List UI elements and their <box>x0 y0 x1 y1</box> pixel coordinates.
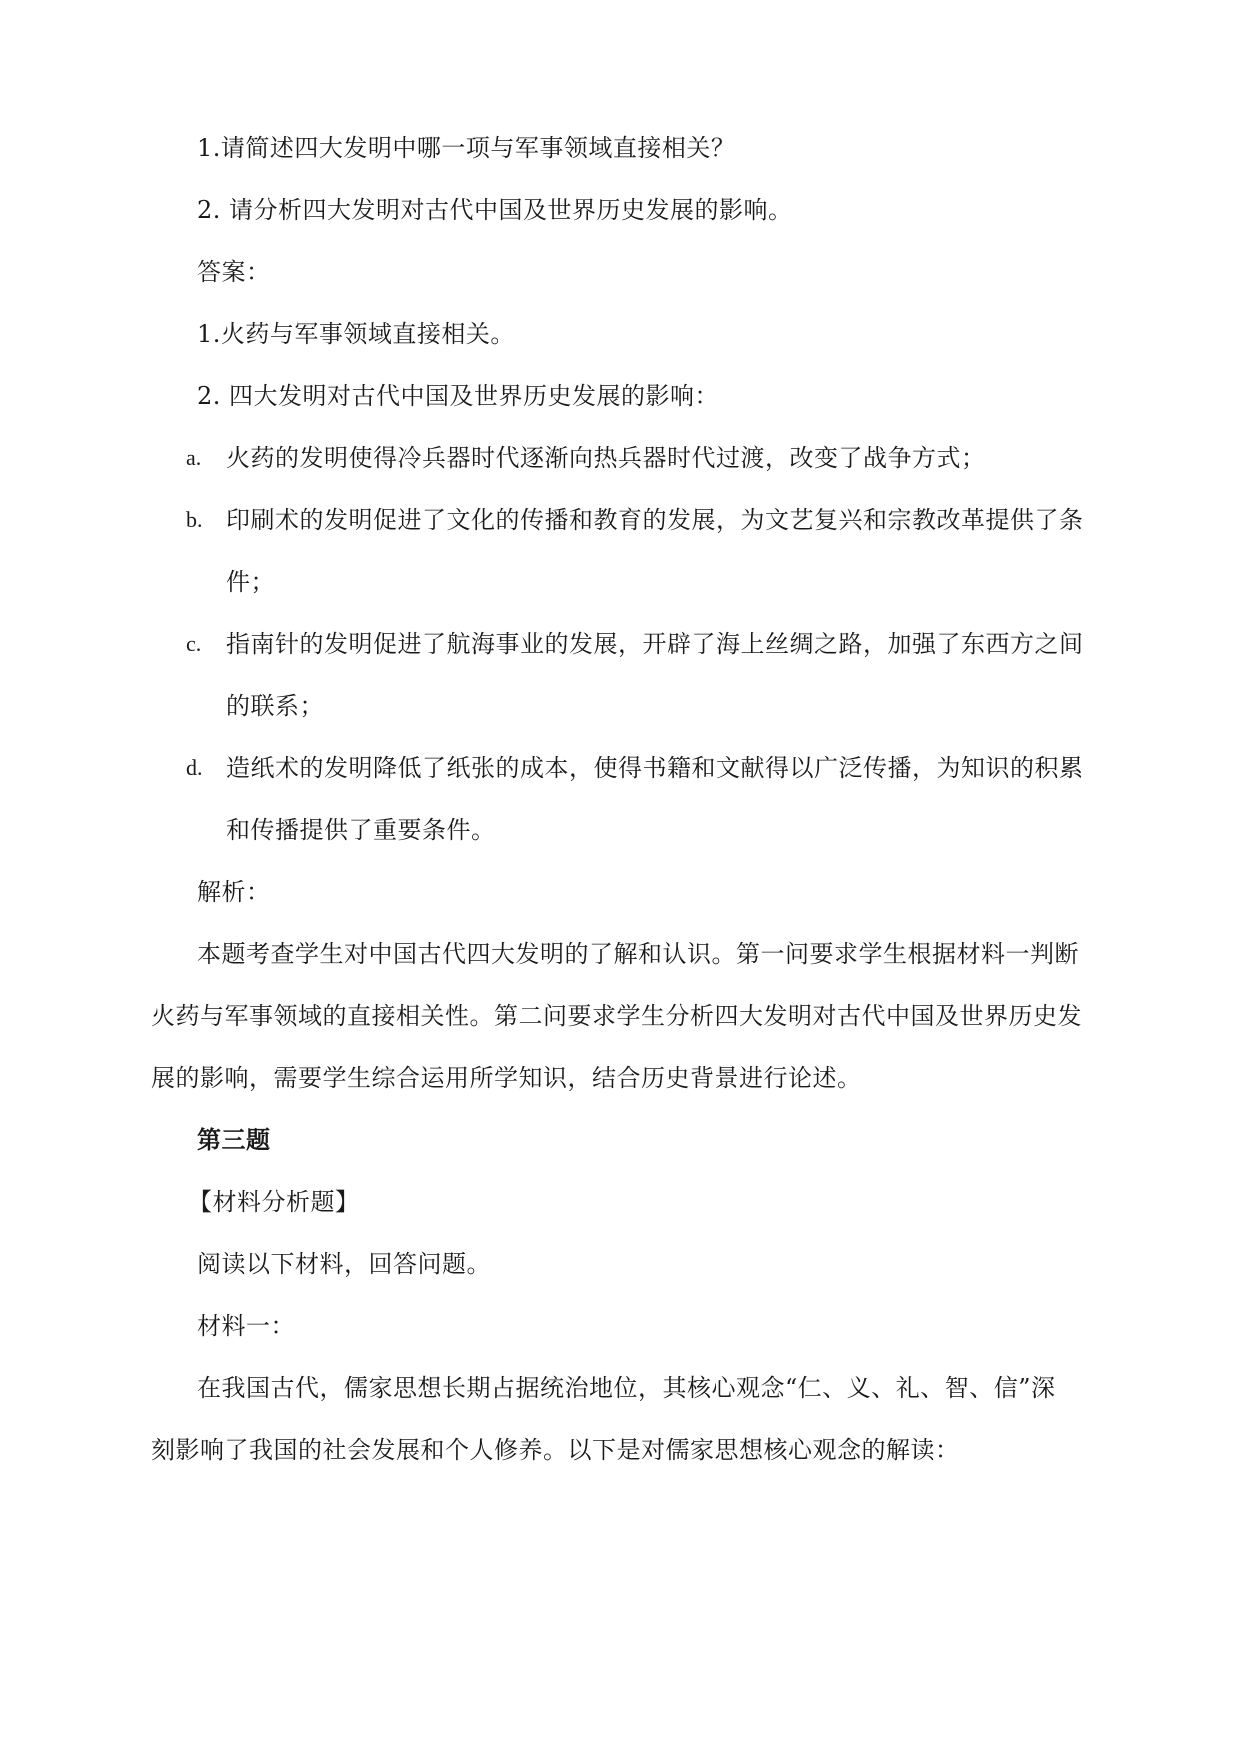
answer-1: 1.火药与军事领域直接相关。 <box>197 320 515 348</box>
list-item-c-line-2: 的联系； <box>226 692 324 720</box>
material-line-2: 刻影响了我国的社会发展和个人修养。以下是对儒家思想核心观念的解读： <box>151 1436 960 1464</box>
material-line-1: 在我国古代，儒家思想长期占据统治地位，其核心观念“仁、义、礼、智、信”深 <box>197 1374 1056 1402</box>
list-item-b-line-2: 件； <box>226 568 275 596</box>
answer-2: 2. 四大发明对古代中国及世界历史发展的影响： <box>197 382 720 410</box>
question-2: 2. 请分析四大发明对古代中国及世界历史发展的影响。 <box>197 196 793 224</box>
question-1: 1.请简述四大发明中哪一项与军事领域直接相关？ <box>197 134 736 162</box>
list-marker-c: c. <box>186 631 202 656</box>
analysis-heading: 解析： <box>197 878 271 906</box>
list-marker-a: a. <box>186 445 202 470</box>
question-type: 【材料分析题】 <box>188 1188 360 1216</box>
analysis-line-3: 展的影响，需要学生综合运用所学知识，结合历史背景进行论述。 <box>151 1064 862 1092</box>
answer-heading: 答案： <box>197 258 271 286</box>
list-item-d-line-2: 和传播提供了重要条件。 <box>226 816 496 844</box>
list-marker-b: b. <box>186 507 203 532</box>
section-title: 第三题 <box>197 1126 271 1154</box>
list-item-a-line-1: 火药的发明使得冷兵器时代逐渐向热兵器时代过渡，改变了战争方式； <box>226 444 986 472</box>
list-item-b-line-1: 印刷术的发明促进了文化的传播和教育的发展，为文艺复兴和宗教改革提供了条 <box>226 506 1084 534</box>
material-heading: 材料一： <box>197 1312 295 1340</box>
instruction: 阅读以下材料，回答问题。 <box>197 1250 491 1278</box>
list-item-d-line-1: 造纸术的发明降低了纸张的成本，使得书籍和文献得以广泛传播，为知识的积累 <box>226 754 1084 782</box>
list-marker-d: d. <box>186 755 203 780</box>
analysis-line-2: 火药与军事领域的直接相关性。第二问要求学生分析四大发明对古代中国及世界历史发 <box>151 1002 1082 1030</box>
list-item-c-line-1: 指南针的发明促进了航海事业的发展，开辟了海上丝绸之路，加强了东西方之间 <box>226 630 1084 658</box>
analysis-line-1: 本题考查学生对中国古代四大发明的了解和认识。第一问要求学生根据材料一判断 <box>197 940 1079 968</box>
